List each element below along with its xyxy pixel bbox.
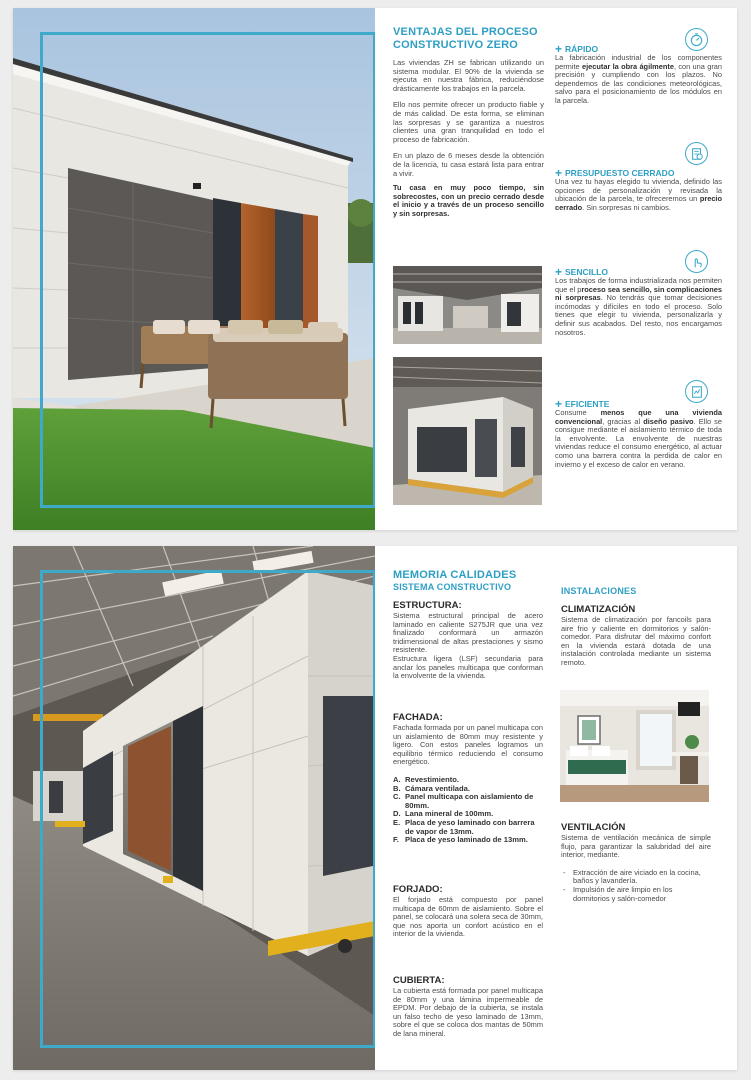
feature-rapido	[555, 41, 722, 106]
cubierta-title: CUBIERTA:	[393, 975, 445, 986]
feature-text-sencillo: Los trabajos de forma industrializada nos permiten que el proceso sea sencillo, sin complicaciones ni sorpresas. No tendrás que tomar decisiones incómodas y difíciles en todo el proceso. Solo tienes que elegir tu vivienda, personalizarla y definir sus acabados. Del resto, nos encargamos nosotros.	[555, 276, 722, 337]
fachada-section	[393, 712, 543, 845]
plus-icon: +	[555, 264, 563, 279]
estructura-paragraph-2: Estructura ligera (LSF) secundaria para anclar los paneles multicapa que conforman la envolvente de la vivienda.	[393, 653, 543, 681]
module-in-factory-illustration	[393, 357, 542, 505]
feature-title-sencillo: SENCILLO	[565, 267, 608, 277]
estructura-title: ESTRUCTURA:	[393, 600, 462, 611]
intro-column	[393, 59, 544, 219]
forjado-section	[393, 884, 543, 939]
climatizacion-section	[561, 604, 711, 668]
feature-eficiente	[555, 396, 723, 469]
instalaciones-heading	[561, 586, 711, 596]
list-item: - Impulsión de aire limpio en los dormitorios y salón-comedor	[563, 884, 673, 903]
page-ventajas	[13, 8, 737, 530]
hand-touch-icon	[685, 250, 708, 273]
fachada-paragraph: Fachada formada por un panel multicapa con un aislamiento de 80mm muy resistente y ligero. Con estos paneles logramos un equilibrio térmico reduciendo el consumo energético.	[393, 723, 543, 767]
feature-title-eficiente: EFICIENTE	[565, 399, 610, 409]
intro-paragraph-3: En un plazo de 6 meses desde la obtención de la licencia, tu casa estará lista para entrar a vivir.	[393, 151, 544, 178]
intro-paragraph-1: Las viviendas ZH se fabrican utilizando un sistema modular. El 90% de la vivienda se ejecuta en nuestra fábrica, reduciéndose drásticamente los trabajos en la parcela.	[393, 58, 544, 93]
exterior-house-illustration	[13, 8, 375, 530]
list-item: F. Placa de yeso laminado de 13mm.	[393, 835, 528, 845]
list-item: B. Cámara ventilada.	[393, 783, 470, 793]
list-item: C. Panel multicapa con aislamiento de 80mm.	[393, 792, 534, 810]
cubierta-paragraph: La cubierta está formada por panel multicapa de 80mm y una lámina impermeable de EPDM. Por debajo de la cubierta, se instala un falso techo de yeso laminado de 13mm, sobre el que se coloca dos mantas de 50mm de lana mineral.	[393, 986, 543, 1038]
fachada-title: FACHADA:	[393, 712, 443, 723]
page-subtitle: SISTEMA CONSTRUCTIVO	[393, 582, 512, 592]
factory-hall-illustration	[393, 266, 542, 344]
fachada-layers-list	[393, 776, 543, 845]
list-item: D. Lana mineral de 100mm.	[393, 809, 494, 819]
intro-paragraph-2: Ello nos permite ofrecer un producto fiable y de más calidad. De esta forma, se eliminan las sorpresas y se garantiza a nuestros clientes una gran tranquilidad en todo el proceso de fabricación.	[393, 100, 544, 144]
feature-text-presupuesto: Una vez tu hayas elegido tu vivienda, definido las opciones de personalización y revisada la ubicación de la parcela, te ofreceremos un precio cerrado. Sin sorpresas ni cambios.	[555, 177, 722, 212]
climatizacion-paragraph: Sistema de climatización por fancoils para aire frio y caliente en dormitorios y salón-comedor. Para disfrutar del máximo confort en la vivienda estará dotada de una instalación controlada mediante un sistema remoto.	[561, 615, 711, 667]
estructura-section	[393, 600, 543, 681]
page-title-line2: CONSTRUCTIVO ZERO	[393, 39, 519, 51]
budget-document-icon	[685, 142, 708, 165]
forjado-paragraph: El forjado está compuesto por panel multicapa de 60mm de aislamiento. Sobre el panel, se colocará una solera seca de 30mm, que nos aporta un confort acústico en el interior de la vivienda.	[393, 895, 543, 939]
feature-presupuesto	[555, 165, 722, 212]
factory-photo-1	[393, 266, 542, 344]
feature-sencillo	[555, 264, 722, 337]
cubierta-section	[393, 975, 543, 1039]
ventilacion-paragraph: Sistema de ventilación mecánica de simple flujo, para garantizar la salubridad del aire interior, mediante.	[561, 833, 711, 860]
plus-icon: +	[555, 165, 563, 180]
feature-text-rapido: La fabricación industrial de los componentes permite ejecutar la obra ágilmente, con una gran precisión y cumpliendo con los plazos. No dependemos de las condiciones meteorológicas, salvo para el posicionamiento de los módulos en la parcela.	[555, 53, 722, 105]
plus-icon: +	[555, 396, 563, 411]
page-title: MEMORIA CALIDADES	[393, 569, 517, 581]
list-item: A. Revestimiento.	[393, 774, 460, 784]
plus-icon: +	[555, 41, 563, 56]
ventilacion-list	[561, 869, 711, 903]
feature-title-rapido: RÁPIDO	[565, 44, 599, 54]
feature-title-presupuesto: PRESUPUESTO CERRADO	[565, 168, 675, 178]
page-memoria-calidades	[13, 546, 737, 1070]
ventajas-heading	[393, 26, 553, 52]
list-item: - Extracción de aire viciado en la cocina, baños y lavandería.	[563, 867, 701, 886]
factory-module-photo	[13, 546, 375, 1070]
exterior-house-photo	[13, 8, 375, 530]
climatizacion-title: CLIMATIZACIÓN	[561, 604, 636, 615]
intro-paragraph-4: Tu casa en muy poco tiempo, sin sobrecostes, con un precio cerrado desde el inicio y a través de un proceso sencillo y sin sorpresas.	[393, 183, 544, 218]
ventilacion-title: VENTILACIÓN	[561, 822, 626, 833]
instalaciones-title: INSTALACIONES	[561, 586, 637, 596]
estructura-paragraph-1: Sistema estructural principal de acero laminado en caliente S275JR que una vez finalizado conformará un armazón tridimensional de altas prestaciones y sismo resistente.	[393, 611, 543, 655]
factory-photo-2	[393, 357, 542, 505]
bedroom-interior-illustration	[560, 690, 709, 802]
bedroom-photo	[560, 690, 709, 802]
stopwatch-icon	[685, 28, 708, 51]
page-title-line1: VENTAJAS DEL PROCESO	[393, 26, 538, 38]
factory-module-illustration	[13, 546, 375, 1070]
feature-text-eficiente: Consume menos que una vivienda convencional, gracias al diseño pasivo. Ello se consigue mediante el aislamiento térmico de toda la envolvente. La envolvente de nuestras viviendas reduce el consumo energético, al actuar como una barrera contra la perdida de calor en invierno y el exceso de calor en verano.	[555, 408, 723, 469]
list-item: E. Placa de yeso laminado con barrera de vapor de 13mm.	[393, 817, 535, 836]
efficiency-document-icon	[685, 380, 708, 403]
ventilacion-section	[561, 822, 711, 903]
memoria-heading	[393, 569, 543, 592]
forjado-title: FORJADO:	[393, 884, 443, 895]
